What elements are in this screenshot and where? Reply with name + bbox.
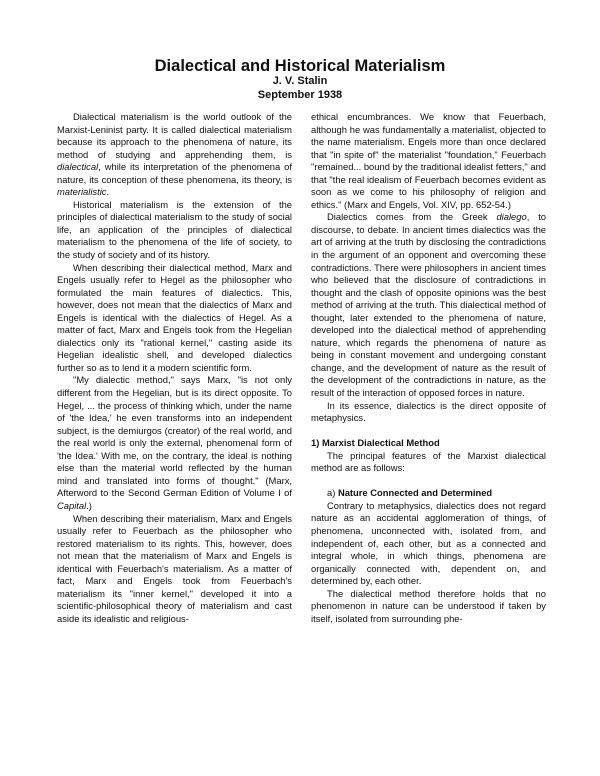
paragraph: "My dialectic method," says Marx, "is not only different from the Hegelian, but is its direct opposite. To Hegel, ... the process of thinking which, under the name of 'the Idea,' he even transforms into an independent subject, is the demiurgos (creator) of the real world, and the real world is only the external, phenomenal form of 'the Idea.' With me, on the contrary, the ideal is nothing else than the material world reflected by the human mind and translated into forms of thought." (Marx, Afterword to the Second German Edition of Volume I of Capital.) bbox=[57, 374, 292, 511]
paragraph: In its essence, dialectics is the direct opposite of metaphysics. bbox=[311, 399, 546, 424]
paragraph: The dialectical method therefore holds that no phenomenon in nature can be understood if taken by itself, isolated from surrounding phe- bbox=[311, 587, 546, 624]
paragraph: Contrary to metaphysics, dialectics does not regard nature as an accidental agglomeration of things, of phenomena, unconnected with, isolated from, and independent of, each other, but as a connected and integral whole, in which things, phenomena are organically connected with, dependent on, and determined by, each other. bbox=[311, 499, 546, 587]
paragraph: When describing their dialectical method, Marx and Engels usually refer to Hegel as the philosopher who formulated the main features of dialectics. This, however, does not mean that the dialectics of Marx and Engels is identical with the dialectics of Hegel. As a matter of fact, Marx and Engels took from the Hegelian dialectics only its "rational kernel," casting aside its Hegelian idealistic shell, and developed dialectics further so as to lend it a modern scientific form. bbox=[57, 261, 292, 373]
document-title: Dialectical and Historical Materialism bbox=[154, 57, 446, 75]
paragraph: ethical encumbrances. We know that Feuerbach, although he was fundamentally a materialist, objected to the name materialism. Engels more than once declared that "in spite of" the materialist "foundation," Feuerbach "remained... bound by the traditional idealist fetters," and that "the real idealism of Feuerbach becomes evident as soon as we come to his philosophy of religion and ethics." (Marx and Engels, Vol. XIV, pp. 652-54.) bbox=[311, 111, 546, 210]
left-column bbox=[57, 111, 292, 625]
paragraph: Historical materialism is the extension of the principles of dialectical materialism to the study of social life, an application of the principles of dialectical materialism to the phenomena of the life of society, to the study of society and of its history. bbox=[57, 198, 292, 261]
paragraph: When describing their materialism, Marx and Engels usually refer to Feuerbach as the philosopher who restored materialism to its rights. This, however, does not mean that the materialism of Marx and Engels is identical with Feuerbach's materialism. As a matter of fact, Marx and Engels took from Feuerbach's materialism its "inner kernel," developed it into a scientific-philosophical theory of materialism and cast aside its idealistic and religious- bbox=[57, 512, 292, 624]
document-date: September 1938 bbox=[257, 89, 343, 101]
paragraph: The principal features of the Marxist dialectical method are as follows: bbox=[311, 449, 546, 474]
paragraph: Dialectical materialism is the world outlook of the Marxist-Leninist party. It is called dialectical materialism because its approach to the phenomena of nature, its method of studying and apprehending them, is dialectical, while its interpretation of the phenomena of nature, its conception of these phenomena, its theory, is materialistic. bbox=[57, 111, 292, 198]
right-column bbox=[311, 111, 546, 625]
section-heading: 1) Marxist Dialectical Method bbox=[311, 437, 440, 449]
paragraph: Dialectics comes from the Greek dialego, to discourse, to debate. In ancient times dialectics was the art of arriving at the truth by disclosing the contradictions in the argument of an opponent and overcoming these contradictions. There were philosophers in ancient times who believed that the disclosure of contradictions in thought and the clash of opposite opinions was the best method of arriving at the truth. This dialectical method of thought, later extended to the phenomena of nature, developed into the dialectical method of apprehending nature, which regards the phenomena of nature as being in constant movement and undergoing constant change, and the development of nature as the result of the development of the contradictions in nature, as the result of the interaction of opposed forces in nature. bbox=[311, 211, 547, 399]
document-author: J. V. Stalin bbox=[272, 75, 328, 87]
subsection-heading: a) Nature Connected and Determined bbox=[327, 487, 493, 499]
